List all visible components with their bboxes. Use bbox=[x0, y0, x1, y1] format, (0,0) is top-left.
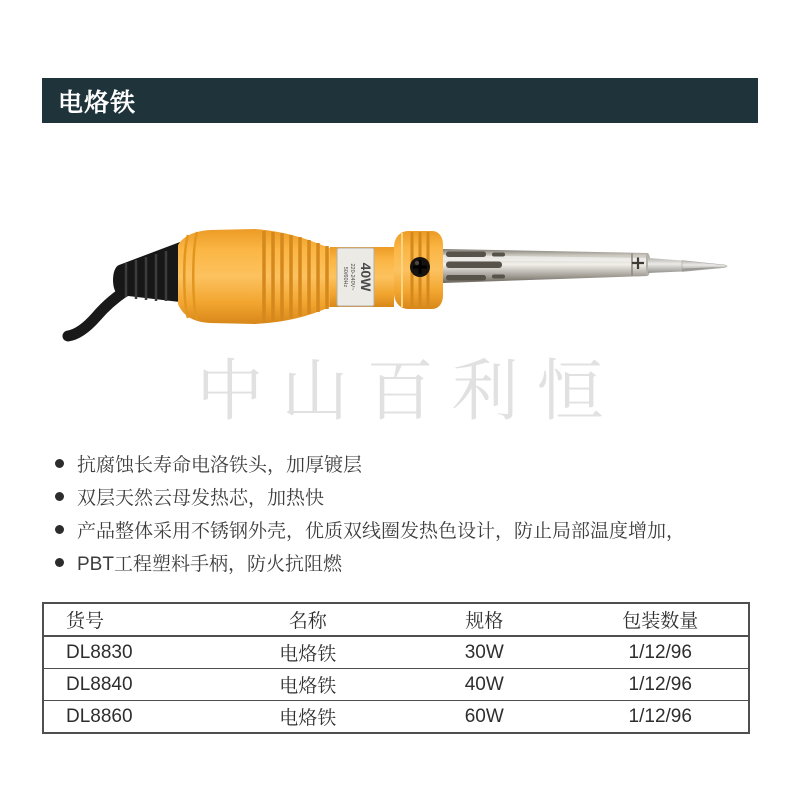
list-item bbox=[55, 480, 755, 513]
cell-name: 电烙铁 bbox=[279, 676, 337, 697]
bullet-icon bbox=[55, 525, 64, 534]
section-header-bar bbox=[42, 78, 758, 123]
column-header-name: 名称 bbox=[288, 611, 327, 632]
cell-spec: 60W bbox=[464, 705, 504, 727]
cell-spec: 30W bbox=[464, 641, 504, 663]
soldering-tip bbox=[648, 258, 727, 273]
metal-barrel bbox=[443, 249, 651, 283]
cell-item-no: DL8830 bbox=[66, 641, 133, 663]
bullet-icon bbox=[55, 492, 64, 501]
product-image bbox=[40, 205, 760, 355]
vent-slots bbox=[446, 252, 505, 281]
cell-item-no: DL8840 bbox=[66, 673, 133, 695]
table-row bbox=[43, 701, 749, 734]
list-item bbox=[55, 513, 755, 546]
column-header-spec: 规格 bbox=[465, 611, 504, 632]
table-row bbox=[43, 669, 749, 701]
bullet-icon bbox=[55, 459, 64, 468]
cell-item-no: DL8860 bbox=[66, 705, 133, 727]
watermark-text: 中山百利恒 bbox=[196, 352, 622, 430]
feature-text: 产品整体采用不锈钢外壳，优质双线圈发热色设计，防止局部温度增加， bbox=[77, 521, 686, 542]
handle-collar bbox=[394, 231, 443, 309]
cell-pack-qty: 1/12/96 bbox=[628, 641, 692, 663]
feature-text: 抗腐蚀长寿命电洛铁头，加厚镀层 bbox=[77, 455, 363, 476]
feature-text: PBT工程塑料手柄，防火抗阻燃 bbox=[77, 554, 342, 575]
frequency-label: 50/60Hz bbox=[342, 266, 348, 288]
handle-grip bbox=[178, 229, 332, 324]
column-header-item-no: 货号 bbox=[66, 611, 105, 632]
handle-neck bbox=[330, 247, 394, 307]
bullet-icon bbox=[55, 558, 64, 567]
table-header-row bbox=[43, 603, 749, 636]
voltage-label: 220-240V~ bbox=[349, 263, 355, 291]
column-header-pack-qty: 包装数量 bbox=[622, 611, 699, 632]
page-title: 电烙铁 bbox=[58, 88, 137, 117]
list-item bbox=[55, 447, 755, 480]
cell-name: 电烙铁 bbox=[279, 708, 337, 729]
cell-name: 电烙铁 bbox=[279, 644, 337, 665]
list-item bbox=[55, 546, 755, 579]
feature-list bbox=[55, 447, 755, 579]
strain-relief bbox=[113, 242, 180, 302]
feature-text: 双层天然云母发热芯，加热快 bbox=[77, 488, 325, 509]
wattage-label: 40W bbox=[358, 262, 374, 292]
cell-spec: 40W bbox=[464, 673, 504, 695]
spec-table bbox=[42, 602, 750, 734]
cell-pack-qty: 1/12/96 bbox=[628, 705, 692, 727]
table-row bbox=[43, 636, 749, 669]
cell-pack-qty: 1/12/96 bbox=[628, 673, 692, 695]
